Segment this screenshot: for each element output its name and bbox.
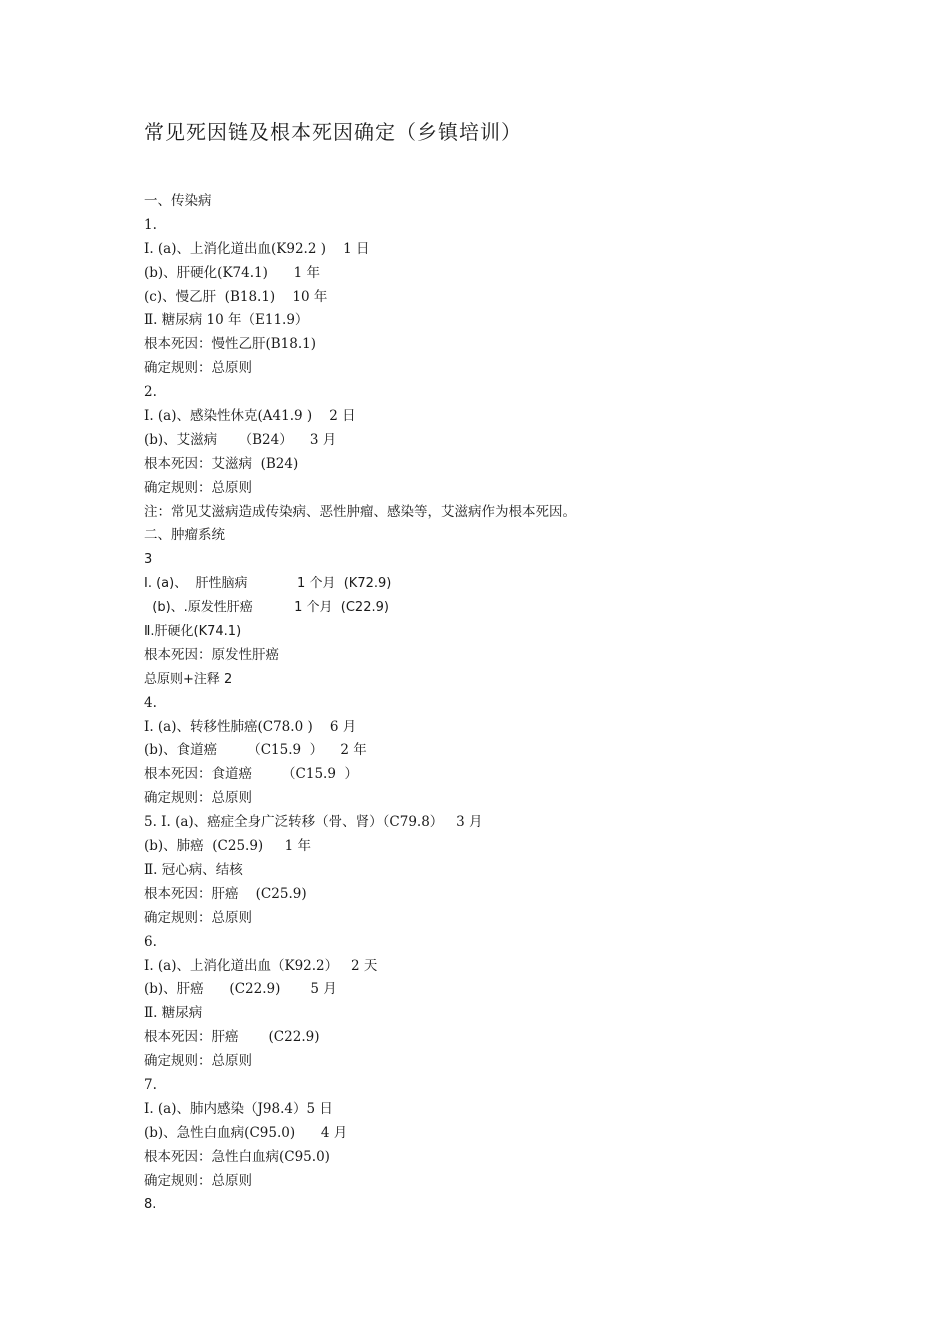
text-line: (c)、慢乙肝 (B18.1) 10 年 [144,288,328,305]
text-line: 确定规则：总原则 [144,909,252,926]
text-line: 根本死因：肝癌 (C22.9) [144,1029,320,1046]
text-line: (b)、艾滋病 （B24） 3 月 [144,431,337,448]
text-line: 确定规则：总原则 [144,790,252,807]
text-line: 根本死因：慢性乙肝(B18.1) [144,336,317,353]
text-line: 一、传染病 [144,193,212,209]
text-line: Ⅱ. 冠心病、结核 [144,861,243,878]
text-line: 二、肿瘤系统 [144,527,225,544]
text-line: Ⅰ. (a)、上消化道出血（K92.2） 2 天 [144,957,378,974]
text-line: 确定规则：总原则 [144,1053,252,1070]
text-line: Ⅰ. (a)、转移性肺癌(C78.0 ) 6 月 [144,718,357,735]
text-line: 根本死因：急性白血病(C95.0) [144,1148,330,1165]
text-line: 7. [144,1076,157,1093]
text-line: 8. [144,1197,157,1213]
text-line: 确定规则：总原则 [144,360,252,377]
text-line: (b)、肝硬化(K74.1) 1 年 [144,264,320,281]
text-line: 2. [144,384,157,401]
text-line: 1. [144,216,157,233]
text-line: 确定规则：总原则 [144,479,252,496]
text-line: 6. [144,933,157,950]
text-line: 注：常见艾滋病造成传染病、恶性肿瘤、感染等，艾滋病作为根本死因。 [144,503,576,520]
text-line: 根本死因：食道癌 （C15.9 ） [144,766,359,783]
text-line: Ⅱ. 糖尿病 [144,1005,203,1022]
text-line: Ⅰ. (a)、上消化道出血(K92.2 ) 1 日 [144,240,370,257]
text-line: 5. Ⅰ. (a)、癌症全身广泛转移（骨、肾）（C79.8） 3 月 [144,814,483,831]
text-line: (b)、肺癌 (C25.9) 1 年 [144,838,312,855]
text-line: (b)、肝癌 (C22.9) 5 月 [144,981,337,998]
text-line: (b)、食道癌 （C15.9 ） 2 年 [144,742,367,759]
document-title: 常见死因链及根本死因确定（乡镇培训） [144,120,522,144]
text-line: 4. [144,694,157,711]
text-line: Ⅱ.肝硬化(K74.1) [144,624,242,640]
text-line: 确定规则：总原则 [144,1172,252,1189]
text-line: Ⅰ. (a)、 肝性脑病 1 个月 (K72.9) [144,576,392,592]
text-line: 总原则+注释 2 [144,671,233,687]
text-line: (b)、急性白血病(C95.0) 4 月 [144,1124,348,1141]
text-line: 根本死因：原发性肝癌 [144,646,279,663]
text-line: Ⅰ. (a)、肺内感染（J98.4）5 日 [144,1100,333,1117]
text-line: 3 [144,552,153,568]
text-line: Ⅱ. 糖尿病 10 年（E11.9） [144,312,309,329]
text-line: 根本死因：肝癌 (C25.9) [144,885,307,902]
text-line: (b)、.原发性肝癌 1 个月 (C22.9) [144,600,389,616]
text-line: Ⅰ. (a)、感染性休克(A41.9 ) 2 日 [144,408,356,425]
document-body [144,190,904,1217]
text-line: 根本死因：艾滋病 (B24) [144,455,299,472]
